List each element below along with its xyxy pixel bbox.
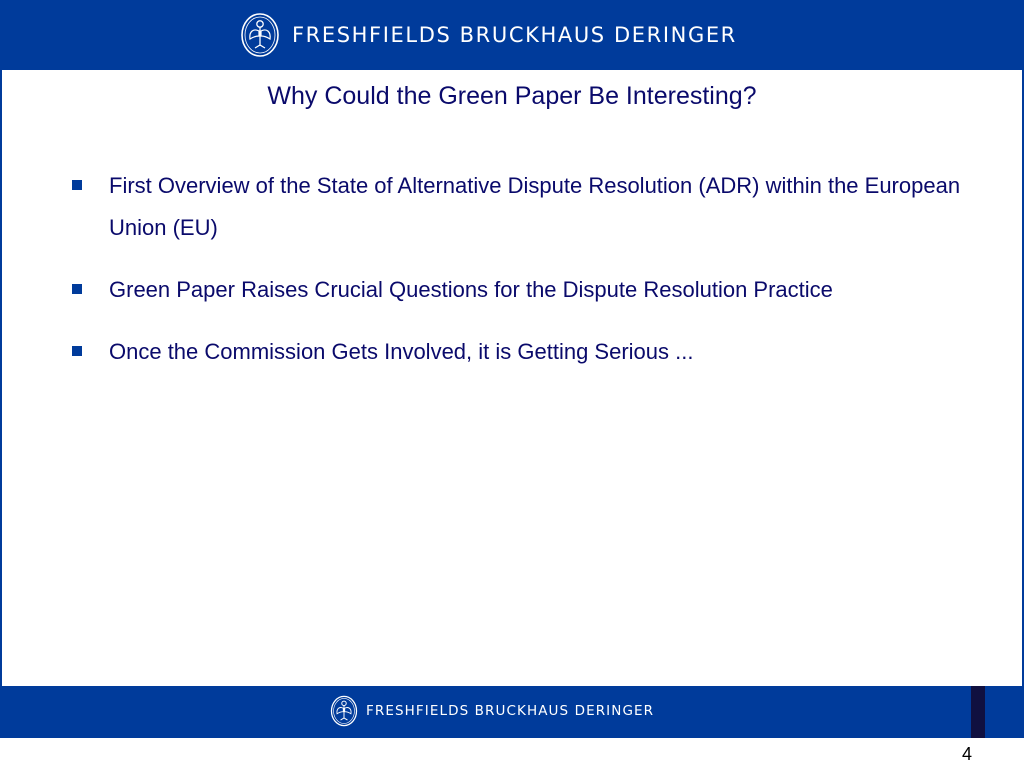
angel-seal-icon bbox=[330, 695, 358, 727]
bullet-text: First Overview of the State of Alternative Dispute Resolution (ADR) within the European Union (EU) bbox=[109, 173, 961, 240]
footer-brand bbox=[330, 693, 654, 729]
footer-brand-text: FRESHFIELDS BRUCKHAUS DERINGER bbox=[366, 703, 655, 719]
bullet-text: Green Paper Raises Crucial Questions for the Dispute Resolution Practice bbox=[109, 277, 833, 302]
slide-title: Why Could the Green Paper Be Interesting? bbox=[267, 82, 757, 110]
page-number: 4 bbox=[961, 744, 972, 764]
header-band bbox=[0, 0, 1024, 70]
bullet-text: Once the Commission Gets Involved, it is Getting Serious ... bbox=[109, 339, 694, 364]
square-bullet-icon bbox=[72, 346, 82, 356]
frame-left-border bbox=[0, 70, 2, 686]
bullet-list bbox=[72, 165, 992, 393]
square-bullet-icon bbox=[72, 180, 82, 190]
bullet-item bbox=[72, 331, 992, 373]
angel-seal-icon bbox=[240, 12, 280, 58]
header-brand-text: FRESHFIELDS BRUCKHAUS DERINGER bbox=[292, 23, 737, 47]
square-bullet-icon bbox=[72, 284, 82, 294]
bullet-item bbox=[72, 165, 992, 249]
header-brand bbox=[240, 10, 737, 60]
footer-dark-block bbox=[971, 686, 985, 738]
bullet-item bbox=[72, 269, 992, 311]
